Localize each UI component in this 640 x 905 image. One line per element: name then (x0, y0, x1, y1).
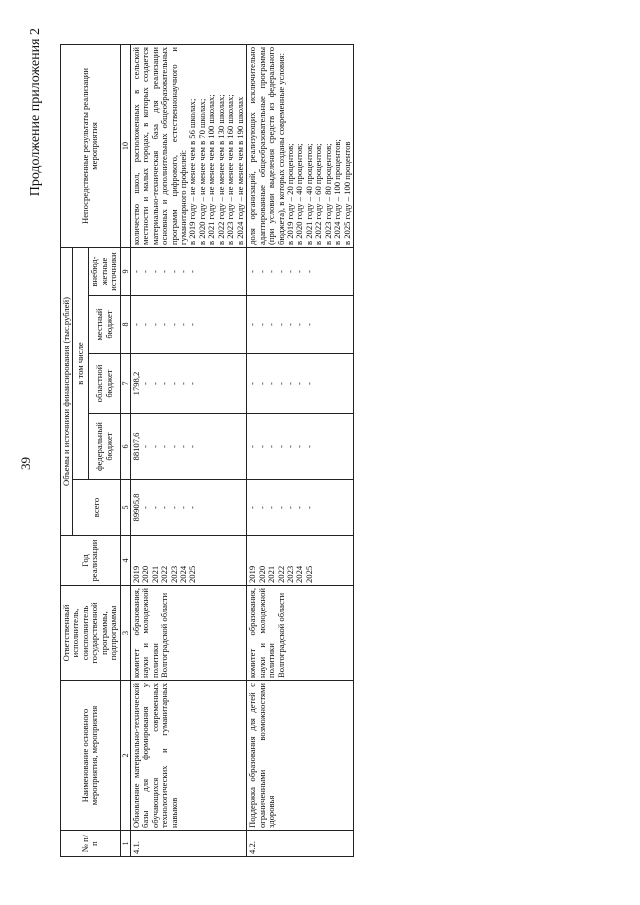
header-federal: федеральный бюджет (89, 414, 120, 480)
column-number: 4 (120, 536, 130, 586)
activity-result: доля организаций, реализующих исключительно адаптированные общеобразовательные программы (при условии выделения средств из федерального бюджета), в которых созданы современные условия: в 2019 году – 20 процентов; в 2020 году – 40 процентов; в 2021 году – 40 процентов; в 2022 году – 60 процентов; в 2023 году – 80 процентов; в 2024 году – 100 процентов; в 2025 году – 100 процентов (247, 44, 354, 247)
header-row-1 (61, 44, 73, 856)
row-number: 4.2. (247, 831, 354, 857)
header-funding-group: Объемы и источники финансирования (тыс.рублей) (61, 247, 73, 535)
column-number: 3 (120, 586, 130, 681)
funding-total: - - - - - - - (247, 480, 354, 536)
executor: комитет образования, науки и молодежной политики Волгоградской области (130, 586, 246, 681)
column-number: 7 (120, 354, 130, 414)
column-number: 6 (120, 414, 130, 480)
funding-extra: - - - - - - - (247, 247, 354, 295)
executor: комитет образования, науки и молодежной политики Волгоградской области (247, 586, 354, 681)
header-executor: Ответственный исполнитель, соисполнитель государственной программы, подпрограммы (61, 586, 121, 681)
header-extra: внебюд-жетные источники (89, 247, 120, 295)
program-activities-table (60, 44, 354, 857)
header-in-that: в том числе (73, 247, 89, 479)
header-regional: областной бюджет (89, 354, 120, 414)
column-number: 2 (120, 681, 130, 831)
header-total: всего (73, 480, 120, 536)
funding-federal: 88107,6 - - - - - - (130, 414, 246, 480)
column-number: 8 (120, 296, 130, 354)
header-results: Непосредственные результаты реализации мероприятия (61, 44, 121, 247)
column-number: 10 (120, 44, 130, 247)
funding-extra: - - - - - - - (130, 247, 246, 295)
page-number: 39 (18, 457, 33, 470)
activity-name: Поддержка образования для детей с ограниченными возможностями здоровья (247, 681, 354, 831)
years: 2019 2020 2021 2022 2023 2024 2025 (247, 536, 354, 586)
header-local: местный бюджет (89, 296, 120, 354)
funding-regional: - - - - - - - (247, 354, 354, 414)
row-number: 4.1. (130, 831, 246, 857)
years: 2019 2020 2021 2022 2023 2024 2025 (130, 536, 246, 586)
column-number-row (120, 44, 130, 856)
header-year: Год реализации (61, 536, 121, 586)
activity-name: Обновление материально-технической базы для формирования у обучающихся современных технологических и гуманитарных навыков (130, 681, 246, 831)
header-activity-name: Наименование основного мероприятия, мероприятия (61, 681, 121, 831)
table-row (130, 44, 246, 856)
column-number: 1 (120, 831, 130, 857)
appendix-label: Продолжение приложения 2 (28, 28, 43, 197)
funding-total: 89905,8 - - - - - - (130, 480, 246, 536)
column-number: 9 (120, 247, 130, 295)
funding-regional: 1798,2 - - - - - - (130, 354, 246, 414)
funding-local: - - - - - - - (130, 296, 246, 354)
funding-local: - - - - - - - (247, 296, 354, 354)
column-number: 5 (120, 480, 130, 536)
table-row (247, 44, 354, 856)
header-number: № п/п (61, 831, 121, 857)
funding-federal: - - - - - - - (247, 414, 354, 480)
activity-result: количество школ, расположенных в сельской местности и малых городах, в которых создается материально-техническая база для реализации основных и дополнительных общеобразовательных программ цифрового, естественнонаучного и гуманитарного профилей: в 2019 году – не менее чем в 56 школах; в 2020 году – не менее чем в 70 школах; в 2021 году – не менее чем в 100 школах; в 2022 году – не менее чем в 130 школах; в 2023 году – не менее чем в 160 школах; в 2024 году – не менее чем в 190 школах (130, 44, 246, 247)
